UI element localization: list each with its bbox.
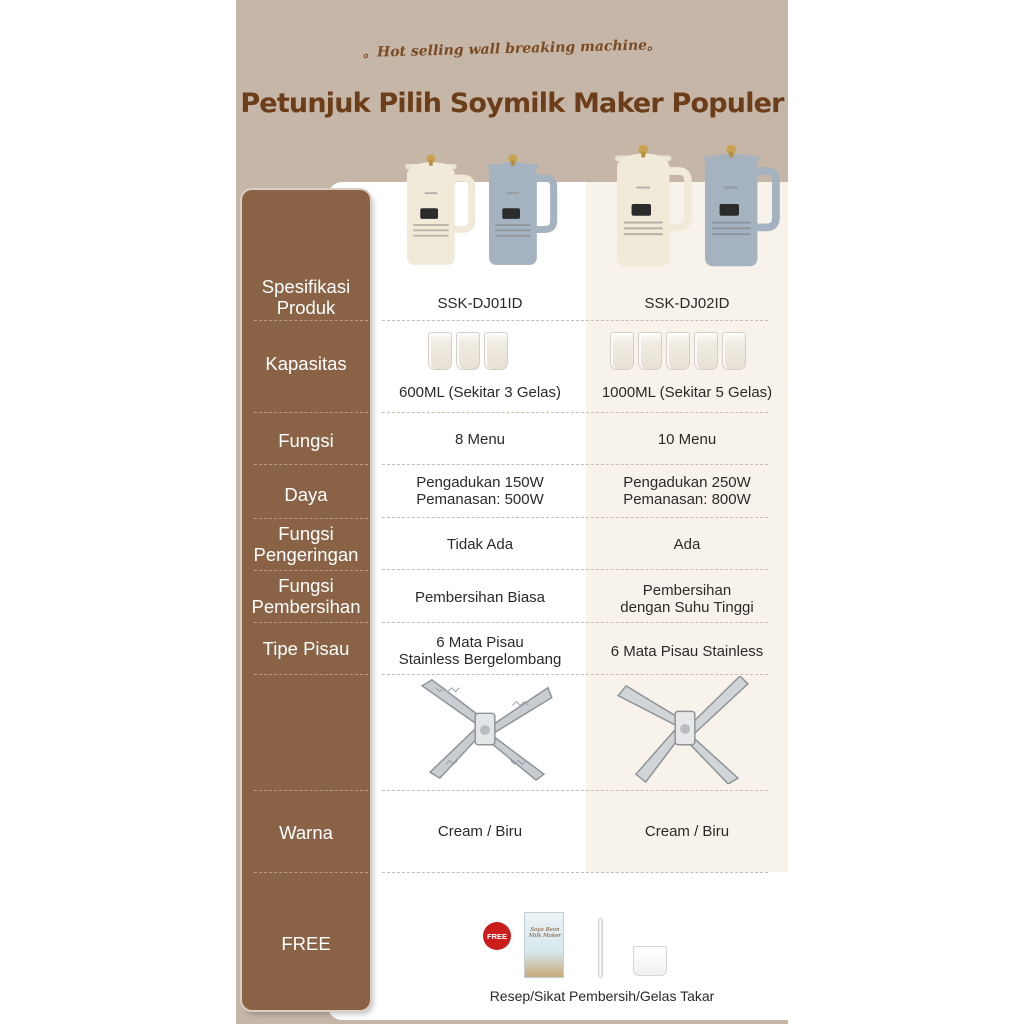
glass-icon (610, 332, 634, 370)
label-kapasitas: Kapasitas (265, 352, 347, 374)
product-comparison-panel (236, 0, 788, 1024)
tagline-text: Hot selling wall breaking machine (376, 37, 648, 61)
divider (382, 320, 768, 321)
glass-icon (456, 332, 480, 370)
kapasitas-c2: 1000ML (Sekitar 5 Gelas) (601, 383, 773, 401)
glass-icon (694, 332, 718, 370)
label-warna: Warna (279, 821, 333, 843)
label-fungsi: Fungsi (278, 429, 334, 451)
divider (254, 412, 368, 413)
glass-icon (484, 332, 508, 370)
divider (382, 790, 768, 791)
cream-machine-icon (608, 138, 694, 274)
divider (254, 674, 368, 675)
free-gifts-caption: Resep/Sikat Pembersih/Gelas Takar (489, 988, 715, 1004)
warna-c2: Cream / Biru (644, 822, 730, 840)
divider (254, 320, 368, 321)
blade-icon (416, 676, 554, 784)
divider (254, 518, 368, 519)
daya-c2: Pengadukan 250W Pemanasan: 800W (623, 474, 751, 508)
spec-c1: SSK-DJ01ID (437, 294, 523, 312)
glass-icon (666, 332, 690, 370)
divider (382, 464, 768, 465)
divider (254, 872, 368, 873)
divider (254, 464, 368, 465)
divider (382, 569, 768, 570)
glass-icon (722, 332, 746, 370)
divider (382, 872, 768, 873)
spec-c2: SSK-DJ02ID (644, 294, 730, 312)
fungsi-c2: 10 Menu (657, 430, 717, 448)
pembersihan-c1: Pembersihan Biasa (414, 588, 546, 606)
blue-machine-icon (696, 138, 782, 274)
divider (382, 517, 768, 518)
fungsi-c1: 8 Menu (454, 430, 506, 448)
blue-machine-icon (482, 148, 558, 272)
cleaning-brush-icon (598, 918, 603, 978)
free-badge: FREE (483, 922, 511, 950)
label-daya: Daya (284, 483, 328, 505)
cream-machine-icon (400, 148, 476, 272)
glass-icon (428, 332, 452, 370)
label-pengeringan: Fungsi Pengeringan (253, 523, 359, 565)
label-pisau: Tipe Pisau (262, 637, 350, 659)
label-free: FREE (281, 932, 331, 954)
kapasitas-c1: 600ML (Sekitar 3 Gelas) (398, 383, 561, 401)
pengeringan-c1: Tidak Ada (446, 535, 514, 553)
divider (382, 674, 768, 675)
divider (382, 412, 768, 413)
divider (254, 790, 368, 791)
pembersihan-c2: Pembersihan dengan Suhu Tinggi (620, 582, 754, 616)
warna-c1: Cream / Biru (437, 822, 523, 840)
recipe-book-icon (524, 912, 564, 978)
daya-c1: Pengadukan 150W Pemanasan: 500W (416, 474, 544, 508)
measuring-cup-icon (633, 946, 667, 976)
pengeringan-c2: Ada (673, 535, 701, 553)
tagline: 。Hot selling wall breaking machine。 (362, 37, 662, 61)
row-label-sidebar (242, 190, 370, 1010)
recipe-book-title: Soya Bean Milk Maker (528, 927, 562, 939)
page-title: Petunjuk Pilih Soymilk Maker Populer (240, 88, 784, 119)
divider (382, 622, 768, 623)
divider (254, 570, 368, 571)
pisau-c2: 6 Mata Pisau Stainless (610, 642, 764, 660)
glass-icon (638, 332, 662, 370)
glasses-c2 (610, 332, 746, 370)
label-spesifikasi: Spesifikasi Produk (261, 276, 351, 318)
glasses-c1 (428, 332, 508, 370)
pisau-c1: 6 Mata Pisau Stainless Bergelombang (398, 634, 562, 668)
divider (254, 622, 368, 623)
blade-icon (616, 676, 754, 784)
label-pembersihan: Fungsi Pembersihan (251, 575, 361, 617)
